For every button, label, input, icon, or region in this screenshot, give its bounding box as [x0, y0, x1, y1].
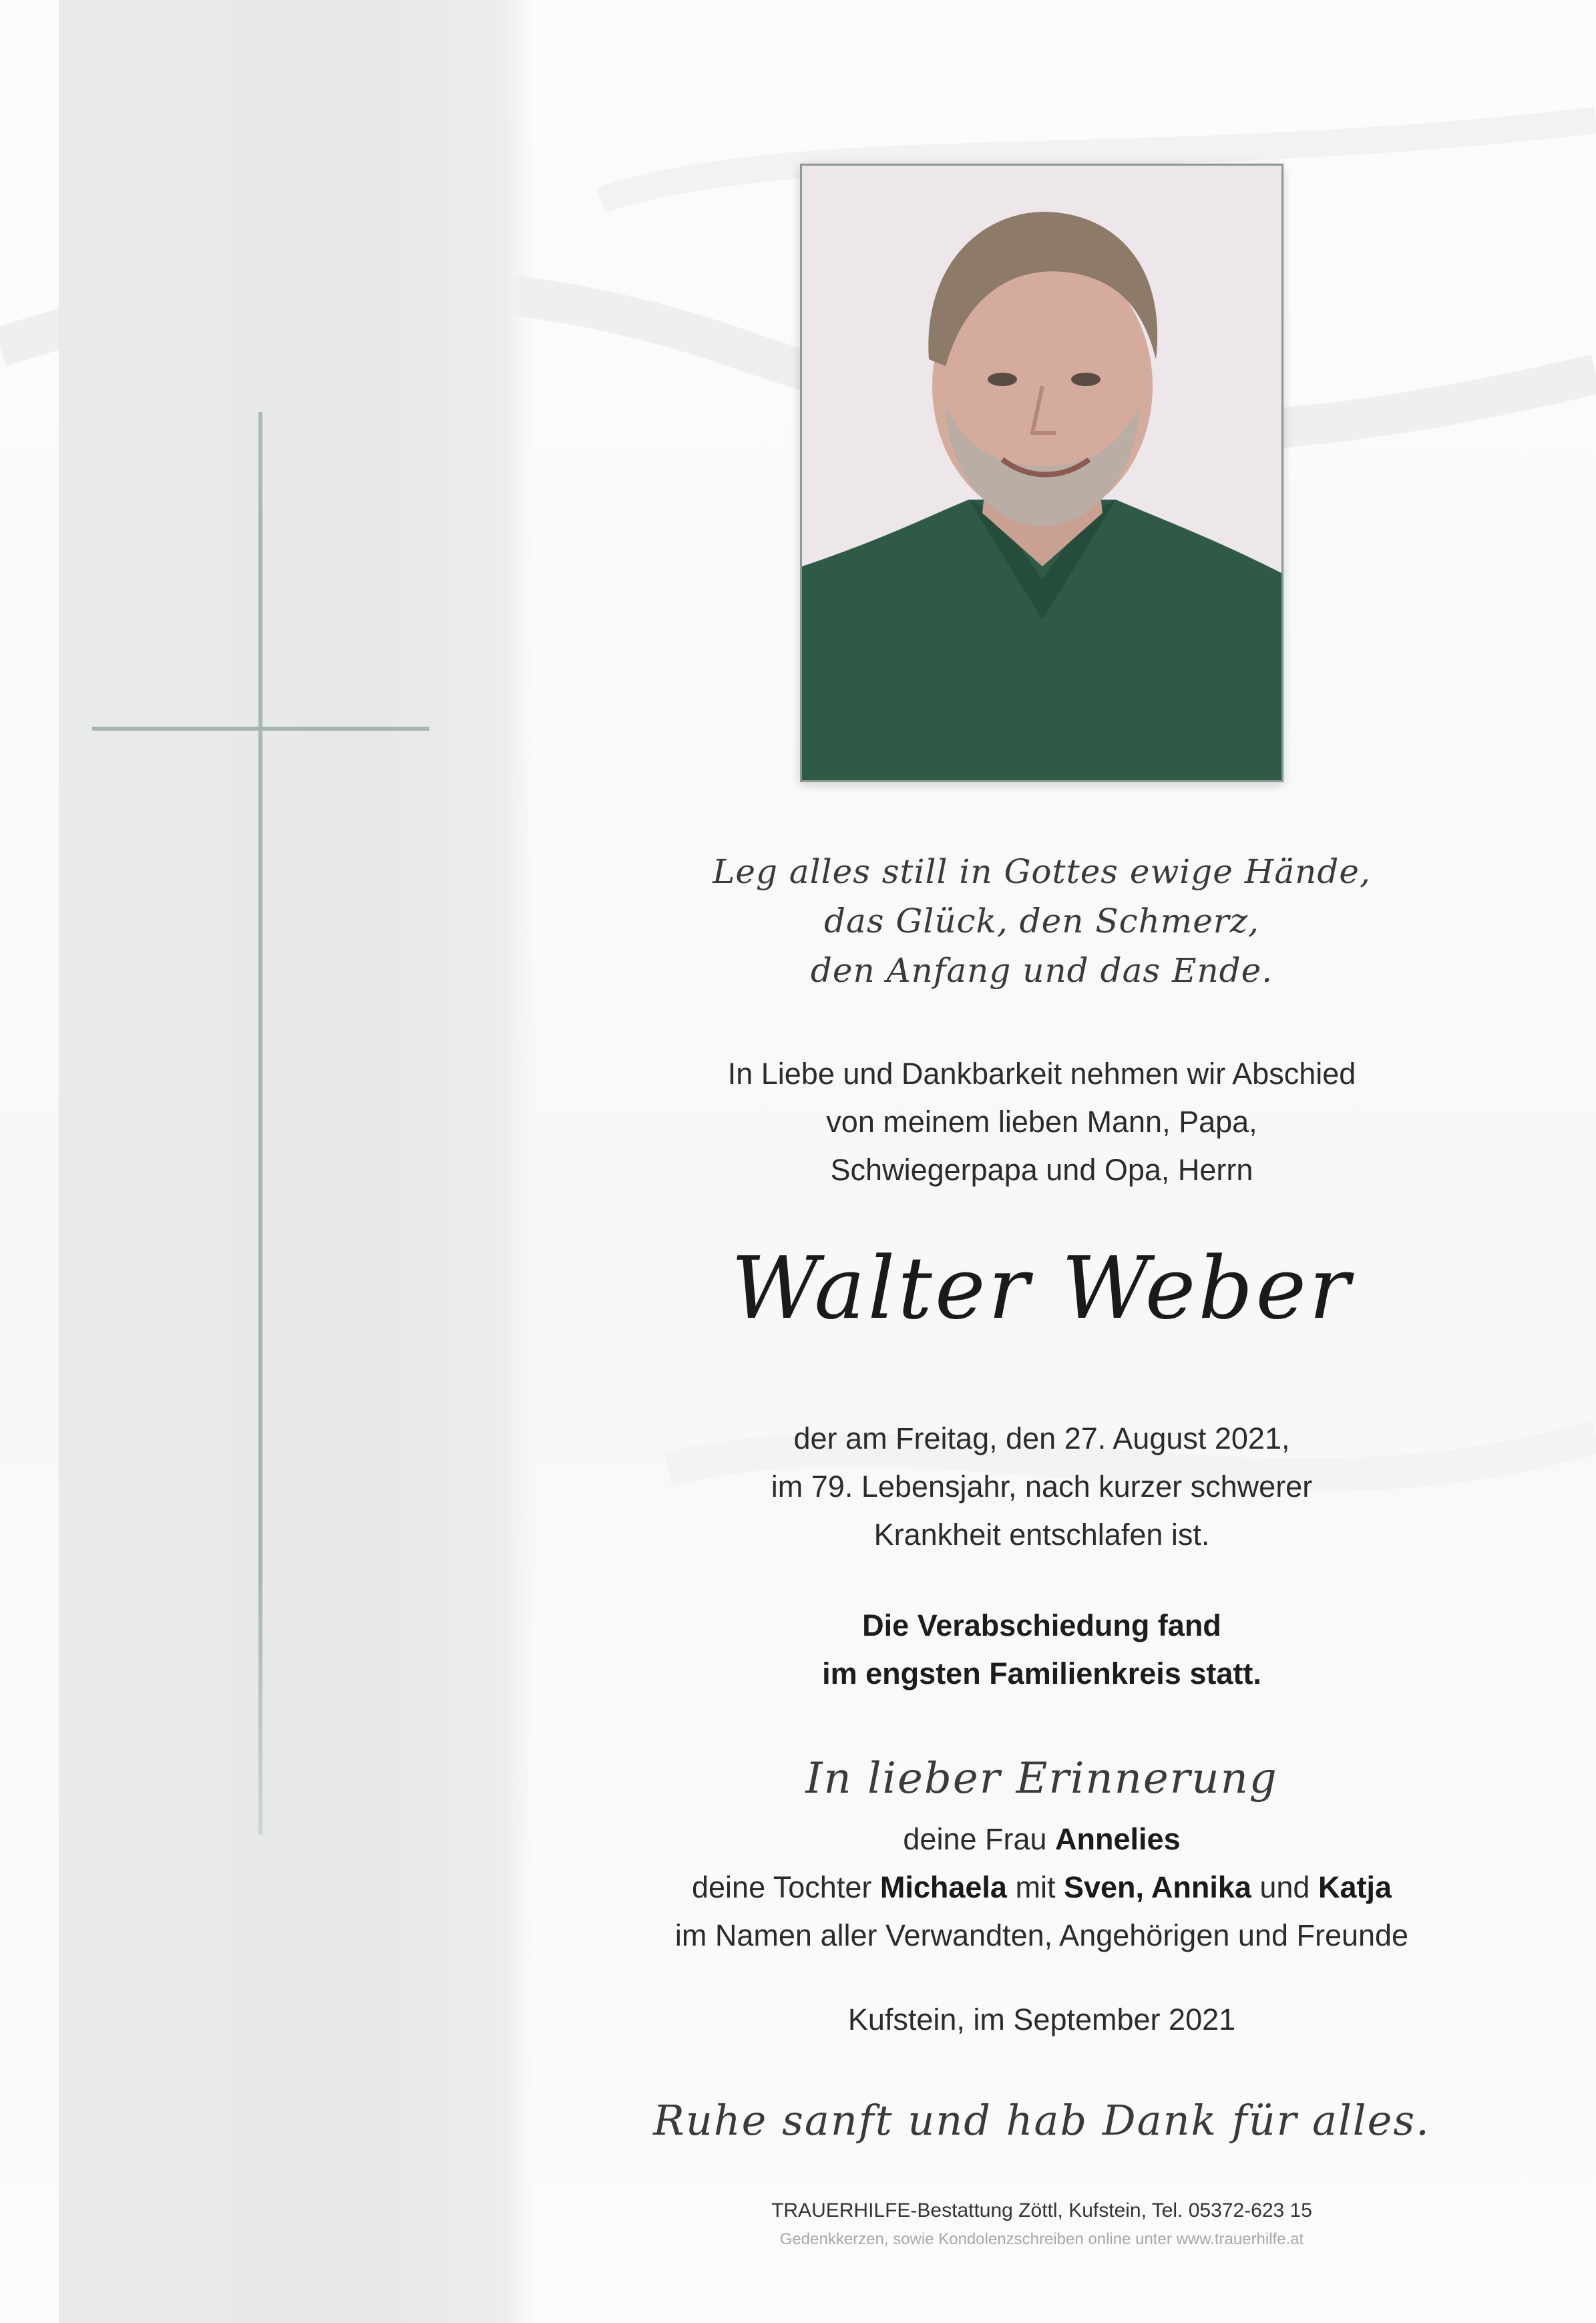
- mourner-line-wife: [574, 1815, 1509, 1863]
- memory-heading: In lieber Erinnerung: [805, 1754, 1278, 1803]
- closing-line: Ruhe sanft und hab Dank für alles.: [653, 2096, 1430, 2145]
- mourner-line-relatives: im Namen aller Verwandten, Angehörigen und Freunde: [674, 1918, 1409, 1952]
- mourner-line-daughter: [574, 1863, 1509, 1912]
- mourner-connector: und: [1251, 1870, 1318, 1904]
- poem-line: Leg alles still in Gottes ewige Hände,: [713, 852, 1371, 891]
- mourner-connector: mit: [1006, 1870, 1064, 1904]
- death-notice-line: der am Freitag, den 27. August 2021,: [793, 1421, 1290, 1455]
- cross-icon-vertical-beam: [258, 412, 262, 1835]
- poem-verse: [574, 847, 1509, 995]
- intro-text: [574, 1050, 1509, 1194]
- poem-line: den Anfang und das Ende.: [810, 951, 1273, 990]
- farewell-notice: [574, 1602, 1509, 1698]
- mourner-name: Michaela: [879, 1870, 1007, 1904]
- mourners-list: [574, 1815, 1509, 1960]
- poem-line: das Glück, den Schmerz,: [824, 902, 1259, 940]
- farewell-line: im engsten Familienkreis statt.: [822, 1656, 1261, 1690]
- side-band: [59, 0, 508, 2323]
- side-band-edge: [508, 0, 534, 2323]
- mourner-name: Katja: [1318, 1870, 1392, 1904]
- intro-line: In Liebe und Dankbarkeit nehmen wir Abschied: [727, 1057, 1356, 1091]
- deceased-name: Walter Weber: [731, 1239, 1353, 1338]
- intro-line: Schwiegerpapa und Opa, Herrn: [830, 1153, 1253, 1187]
- mourner-name: Annelies: [1055, 1822, 1181, 1856]
- funeral-home-footer: TRAUERHILFE-Bestattung Zöttl, Kufstein, Tel. 05372-623 15: [771, 2199, 1312, 2221]
- mourner-name: Sven, Annika: [1063, 1870, 1251, 1904]
- farewell-line: Die Verabschiedung fand: [862, 1608, 1221, 1642]
- place-date: Kufstein, im September 2021: [847, 2002, 1236, 2036]
- online-condolence-note: Gedenkkerzen, sowie Kondolenzschreiben online unter www.trauerhilfe.at: [779, 2230, 1304, 2248]
- portrait-illustration: [802, 166, 1281, 780]
- death-notice-line: Krankheit entschlafen ist.: [873, 1517, 1210, 1552]
- portrait-photo: [800, 164, 1283, 782]
- intro-line: von meinem lieben Mann, Papa,: [826, 1105, 1257, 1139]
- death-notice-line: im 79. Lebensjahr, nach kurzer schwerer: [771, 1469, 1313, 1503]
- mourner-relation: deine Tochter: [691, 1870, 880, 1904]
- cross-icon-horizontal-beam: [92, 727, 429, 731]
- mourner-relation: deine Frau: [903, 1822, 1056, 1856]
- death-notice: [574, 1415, 1509, 1559]
